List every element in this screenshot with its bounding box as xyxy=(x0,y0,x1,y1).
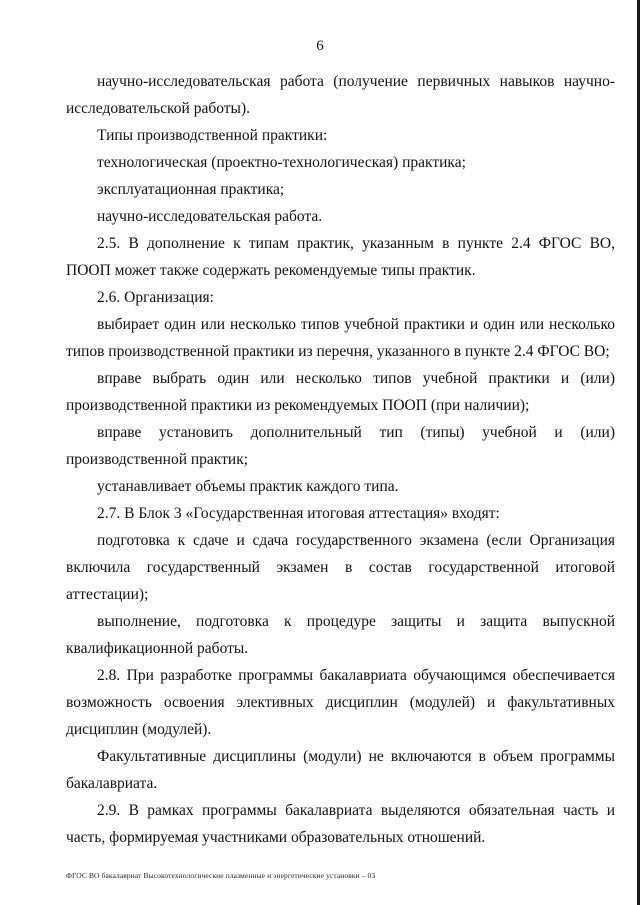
paragraph-technological-practice: технологическая (проектно-технологическая) практика; xyxy=(97,154,466,171)
paragraph-2-7: 2.7. В Блок 3 «Государственная итоговая аттестация» входят: xyxy=(97,505,500,522)
paragraph-may-choose: вправе выбрать один или несколько типов учебной практики и (или) производственной практики из рекомендуемых ПООП (при наличии); xyxy=(66,370,615,414)
paragraph-research-work-2: научно-исследовательская работа. xyxy=(97,208,323,225)
page-number: 6 xyxy=(316,38,324,54)
paragraph-sets-volumes: устанавливает объемы практик каждого типа. xyxy=(97,478,399,495)
paragraph-production-practice-types: Типы производственной практики: xyxy=(97,127,328,144)
paragraph-may-establish: вправе установить дополнительный тип (типы) учебной и (или) производственной практик; xyxy=(66,424,615,468)
document-body xyxy=(66,68,615,851)
paragraph-research-work: научно-исследовательская работа (получение первичных навыков научно-исследовательской работы). xyxy=(66,73,615,117)
page-footer: ФГОС ВО бакалавриат Высокотехнологические плазменные и энергетические установки – 03 xyxy=(66,871,376,880)
paragraph-state-exam: подготовка к сдаче и сдача государственного экзамена (если Организация включила государственный экзамен в состав государственной итоговой аттестации); xyxy=(66,532,615,603)
paragraph-optional-disciplines: Факультативные дисциплины (модули) не включаются в объем программы бакалавриата. xyxy=(66,748,615,792)
paragraph-thesis: выполнение, подготовка к процедуре защиты и защита выпускной квалификационной работы. xyxy=(66,613,615,657)
paragraph-2-6: 2.6. Организация: xyxy=(97,289,214,306)
paragraph-chooses-types: выбирает один или несколько типов учебной практики и один или несколько типов производственной практики из перечня, указанного в пункте 2.4 ФГОС ВО; xyxy=(66,316,615,360)
paragraph-2-9: 2.9. В рамках программы бакалавриата выделяются обязательная часть и часть, формируемая участниками образовательных отношений. xyxy=(66,802,615,846)
paragraph-2-5: 2.5. В дополнение к типам практик, указанным в пункте 2.4 ФГОС ВО, ПООП может также содержать рекомендуемые типы практик. xyxy=(66,235,615,279)
paragraph-operational-practice: эксплуатационная практика; xyxy=(97,181,285,198)
paragraph-2-8: 2.8. При разработке программы бакалавриата обучающимся обеспечивается возможность освоения элективных дисциплин (модулей) и факультативных дисциплин (модулей). xyxy=(66,667,615,738)
